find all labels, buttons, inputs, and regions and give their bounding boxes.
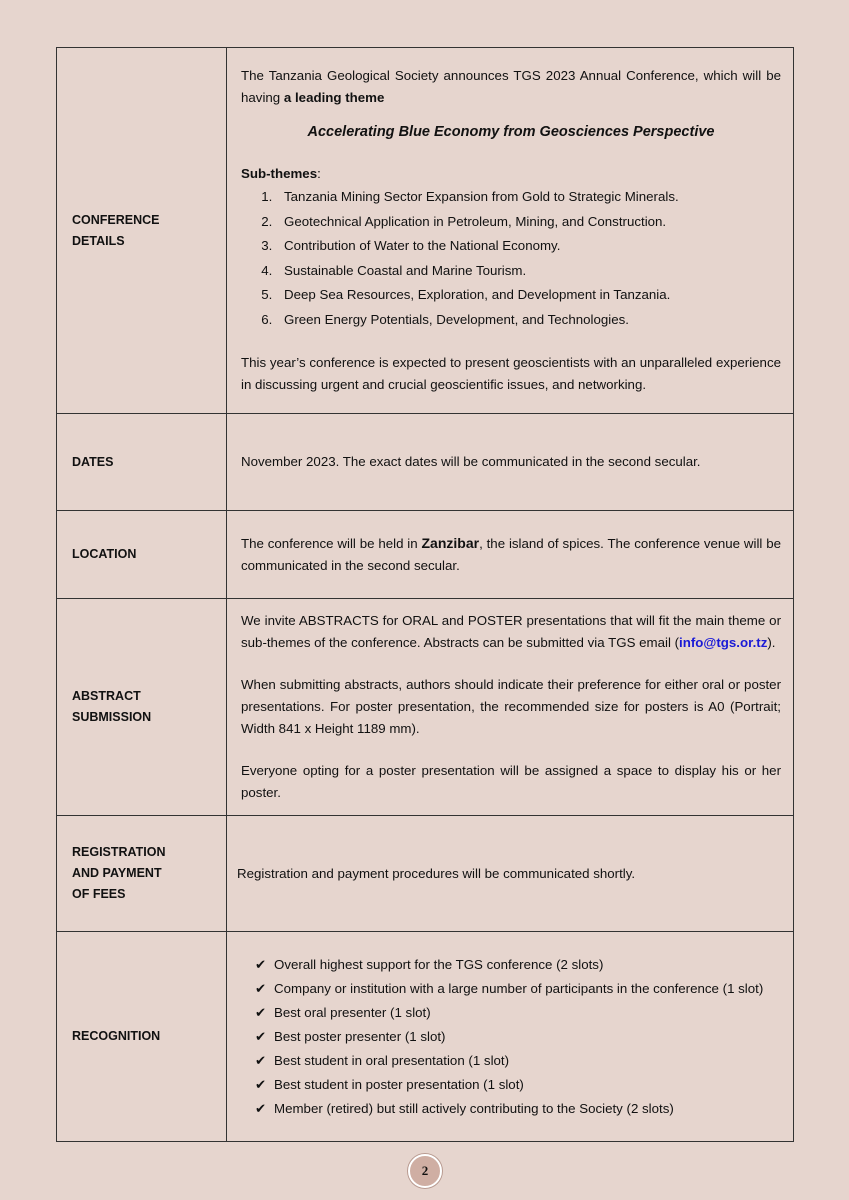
abstract-paragraph-2: When submitting abstracts, authors should indicate their preference for either oral or poster presentations. For poster presentation, the recommended size for posters is A0 (Portrait; Width 841 x Height 1189 mm). — [241, 677, 781, 736]
page-number: 2 — [408, 1154, 442, 1188]
list-item — [255, 1049, 781, 1073]
location-text-after: , the island of spices. The conference venue will be communicated in the second secular. — [241, 536, 781, 573]
list-item — [255, 1001, 781, 1025]
label-line: RECOGNITION — [72, 1029, 161, 1043]
recognition-item-text: Best student in poster presentation (1 slot) — [274, 1076, 524, 1092]
recognition-item-text: Overall highest support for the TGS conference (2 slots) — [274, 956, 604, 972]
content-abstract-submission — [227, 599, 794, 816]
list-item: 1. Tanzania Mining Sector Expansion from Gold to Strategic Minerals. — [276, 185, 781, 210]
list-item — [255, 977, 781, 1001]
content-location — [227, 511, 794, 599]
conference-info-table — [56, 47, 794, 1142]
label-line: DATES — [72, 454, 114, 469]
recognition-item-text: Best oral presenter (1 slot) — [274, 1004, 431, 1020]
checkmark-icon: ✔ — [255, 1100, 267, 1116]
label-line: SUBMISSION — [72, 710, 152, 724]
list-item: 2. Geotechnical Application in Petroleum, Mining, and Construction. — [276, 210, 781, 235]
recognition-item-text: Best student in oral presentation (1 slot) — [274, 1052, 510, 1068]
row-conference-details — [57, 48, 794, 414]
abstract-para1-text: We invite ABSTRACTS for ORAL and POSTER presentations that will fit the main theme or sub-themes of the conference. Abstracts can be submitted via TGS email ( — [241, 613, 781, 650]
content-registration — [227, 816, 794, 932]
list-item — [255, 1097, 781, 1121]
label-line: OF FEES — [72, 887, 126, 901]
row-location — [57, 511, 794, 599]
email-link[interactable]: info@tgs.or.tz — [679, 635, 768, 650]
recognition-item-text: Best poster presenter (1 slot) — [274, 1028, 446, 1044]
content-dates — [227, 414, 794, 511]
conference-theme: Accelerating Blue Economy from Geosciences Perspective — [307, 124, 715, 140]
intro-paragraph — [241, 65, 781, 109]
row-recognition — [57, 932, 794, 1142]
list-item — [255, 1073, 781, 1097]
label-recognition — [57, 932, 227, 1142]
label-line: ABSTRACT — [72, 689, 141, 703]
location-text — [241, 532, 781, 577]
checkmark-icon: ✔ — [255, 1076, 267, 1092]
registration-text: Registration and payment procedures will be communicated shortly. — [237, 865, 636, 881]
dates-text: November 2023. The exact dates will be communicated in the second secular. — [241, 454, 701, 469]
list-item: 4. Sustainable Coastal and Marine Tourism. — [276, 259, 781, 284]
intro-text: The Tanzania Geological Society announces TGS 2023 Annual Conference, which will be having — [241, 68, 781, 105]
checkmark-icon: ✔ — [255, 1052, 267, 1068]
subthemes-colon: : — [317, 166, 321, 181]
label-line: REGISTRATION — [72, 845, 166, 859]
row-abstract-submission — [57, 599, 794, 816]
list-item — [255, 1025, 781, 1049]
list-item: 6. Green Energy Potentials, Development, and Technologies. — [276, 308, 781, 333]
abstract-paragraph-3: Everyone opting for a poster presentation will be assigned a space to display his or her poster. — [241, 763, 781, 800]
location-place: Zanzibar — [421, 535, 480, 551]
abstract-paragraph-1 — [241, 610, 781, 654]
label-line: LOCATION — [72, 547, 137, 561]
label-conference-details — [57, 48, 227, 414]
row-dates — [57, 414, 794, 511]
recognition-item-text: Company or institution with a large number of participants in the conference (1 slot) — [274, 980, 764, 996]
label-registration — [57, 816, 227, 932]
list-item: 5. Deep Sea Resources, Exploration, and Development in Tanzania. — [276, 283, 781, 308]
intro-bold: a leading theme — [283, 90, 385, 105]
location-text-before: The conference will be held in — [241, 536, 422, 551]
recognition-list — [241, 953, 781, 1121]
label-line: CONFERENCE — [72, 212, 160, 227]
checkmark-icon: ✔ — [255, 956, 267, 972]
subthemes-heading — [241, 163, 781, 185]
checkmark-icon: ✔ — [255, 1004, 267, 1020]
label-abstract-submission — [57, 599, 227, 816]
content-conference-details — [227, 48, 794, 414]
list-item — [255, 953, 781, 977]
label-line: AND PAYMENT — [72, 866, 162, 880]
checkmark-icon: ✔ — [255, 980, 267, 996]
list-item: 3. Contribution of Water to the National Economy. — [276, 234, 781, 259]
subthemes-list — [241, 185, 781, 332]
label-dates — [57, 414, 227, 511]
content-recognition — [227, 932, 794, 1142]
label-line: DETAILS — [72, 233, 125, 248]
recognition-item-text: Member (retired) but still actively contributing to the Society (2 slots) — [274, 1100, 674, 1116]
subthemes-heading-text: Sub-themes — [241, 166, 318, 181]
abstract-para1-end: ). — [767, 635, 776, 650]
label-location — [57, 511, 227, 599]
closing-paragraph: This year’s conference is expected to present geoscientists with an unparalleled experience in discussing urgent and crucial geoscientific issues, and networking. — [241, 355, 781, 392]
row-registration — [57, 816, 794, 932]
checkmark-icon: ✔ — [255, 1028, 267, 1044]
